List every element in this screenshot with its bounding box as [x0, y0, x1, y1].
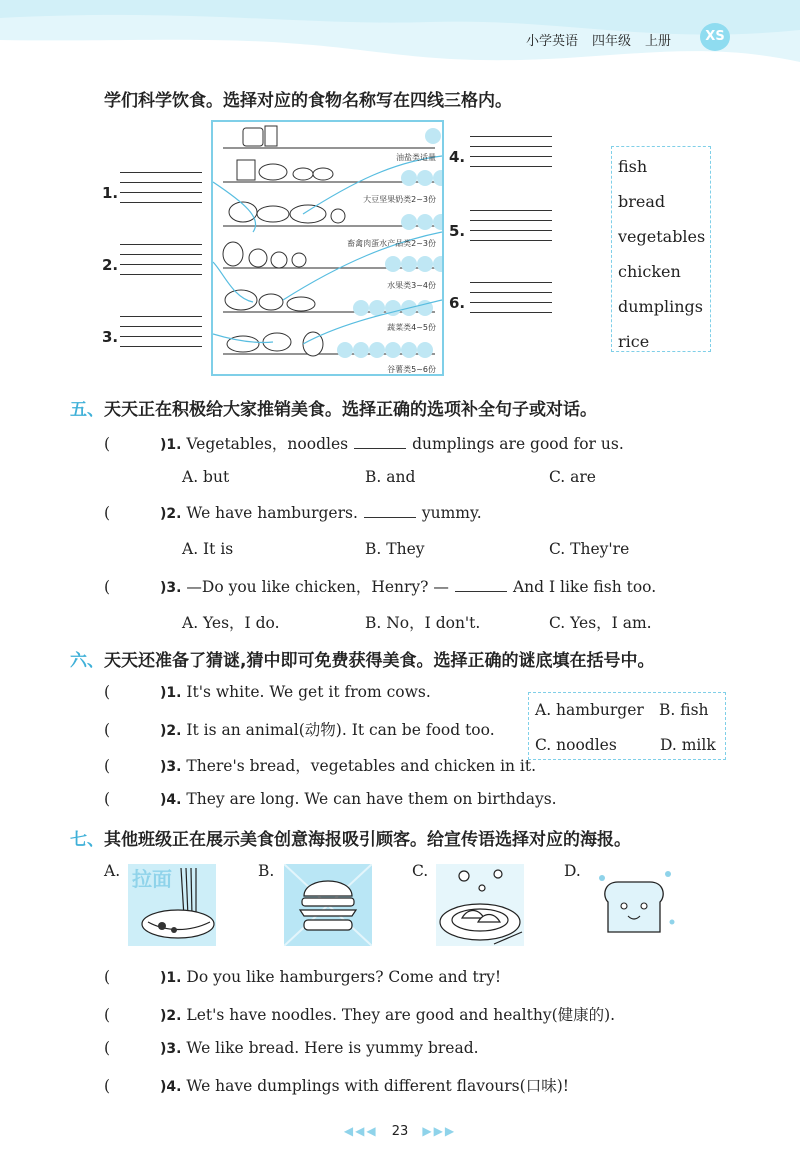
tier-label-meat: 畜禽肉蛋水产品类2~3份 [347, 239, 436, 248]
question-text: We have hamburgers. [186, 504, 358, 522]
question-number: )3. [160, 759, 182, 775]
section7-title-text: 其他班级正在展示美食创意海报吸引顾客。给宣传语选择对应的海报。 [104, 830, 631, 850]
riddle-option-b: B. fish [659, 701, 709, 719]
answer-bracket[interactable]: ( [104, 1006, 111, 1024]
hamburger-poster-image[interactable] [282, 862, 374, 948]
word-bank [611, 146, 711, 352]
question-number: )2. [160, 723, 182, 739]
option-a[interactable]: A. It is [182, 540, 234, 558]
question-text: Let's have noodles. They are good and healthy(健康的). [186, 1006, 616, 1024]
picture-label-b: B. [258, 862, 275, 880]
question-text: —Do you like chicken，Henry? — [186, 578, 449, 596]
fill-blank[interactable] [455, 579, 507, 592]
question-text: There's bread，vegetables and chicken in it. [186, 757, 537, 775]
answer-bracket[interactable]: ( [104, 790, 111, 808]
s7-question-1 [104, 968, 501, 986]
page-footer [0, 1124, 800, 1139]
question-number: )2. [160, 1008, 182, 1024]
tier-label-vegetable: 蔬菜类4~5份 [387, 323, 436, 332]
tier-label-oil: 油盐类适量 [396, 153, 436, 162]
question-number: )4. [160, 792, 182, 808]
answer-number-1: 1. [102, 184, 119, 202]
food-pyramid [211, 120, 444, 376]
s6-question-2 [104, 718, 495, 740]
answer-number-5: 5. [449, 222, 466, 240]
question-text: It's white. We get it from cows. [186, 683, 431, 701]
poster-text: 拉面 [132, 867, 172, 891]
section5-title [70, 395, 597, 420]
s6-question-1 [104, 683, 431, 701]
s5-question-3 [104, 575, 656, 597]
picture-label-d: D. [564, 862, 581, 880]
section6-number: 六、 [70, 651, 104, 671]
answer-bracket[interactable]: ( [104, 683, 111, 701]
tier-label-grain: 谷薯类5~6份 [387, 365, 436, 374]
option-a[interactable]: A. Yes，I do. [182, 614, 280, 632]
question-number: )1. [160, 685, 182, 701]
section6-title-text: 天天还准备了猜谜,猜中即可免费获得美食。选择正确的谜底填在括号中。 [104, 651, 655, 671]
s5-question-2 [104, 504, 482, 522]
header-volume: 上册 [645, 34, 672, 49]
word-bank-item: dumplings [618, 297, 703, 316]
prev-arrows-icon: ◀◀◀ [343, 1124, 378, 1138]
answer-number-2: 2. [102, 256, 119, 274]
section4-instruction: 学们科学饮食。选择对应的食物名称写在四线三格内。 [104, 91, 512, 111]
dumplings-poster-image[interactable] [434, 862, 526, 948]
option-c[interactable]: C. They're [549, 540, 630, 558]
s6-question-3 [104, 754, 536, 776]
picture-label-a: A. [104, 862, 121, 880]
section5-number: 五、 [70, 400, 104, 420]
bread-poster-image[interactable] [588, 862, 680, 948]
answer-number-3: 3. [102, 328, 119, 346]
answer-bracket[interactable]: ( [104, 578, 111, 596]
question-text: And I like fish too. [512, 578, 657, 596]
picture-label-c: C. [412, 862, 429, 880]
s5-question-1 [104, 432, 624, 454]
writing-lines-1[interactable] [120, 172, 202, 212]
question-text: It is an animal(动物). It can be food too. [186, 721, 495, 739]
tier-label-fruit: 水果类3~4份 [387, 281, 436, 290]
question-text: Do you like hamburgers? Come and try! [186, 968, 502, 986]
riddle-options-box [528, 692, 726, 760]
question-text: Vegetables，noodles [186, 435, 349, 453]
word-bank-item: chicken [618, 262, 681, 281]
question-text: They are long. We can have them on birthdays. [186, 790, 557, 808]
writing-lines-2[interactable] [120, 244, 202, 284]
riddle-option-c: C. noodles [535, 736, 617, 754]
xs-badge: XS [700, 23, 730, 51]
section5-title-text: 天天正在积极给大家推销美食。选择正确的选项补全句子或对话。 [104, 400, 597, 420]
word-bank-item: vegetables [618, 227, 706, 246]
next-arrows-icon: ▶▶▶ [422, 1124, 457, 1138]
section7-number: 七、 [70, 830, 104, 850]
s6-question-4 [104, 790, 557, 808]
question-number: )1. [160, 970, 182, 986]
s7-question-4 [104, 1074, 569, 1096]
question-text: dumplings are good for us. [412, 435, 624, 453]
option-b[interactable]: B. and [365, 468, 416, 486]
section7-title [70, 825, 631, 850]
header-book: 小学英语 [526, 34, 579, 49]
answer-bracket[interactable]: ( [104, 968, 111, 986]
header-title [526, 30, 685, 49]
word-bank-item: fish [618, 157, 648, 176]
writing-lines-4[interactable] [470, 136, 552, 176]
question-text: yummy. [421, 504, 482, 522]
writing-lines-6[interactable] [470, 282, 552, 322]
riddle-option-a: A. hamburger [535, 701, 644, 719]
question-number: )1. [160, 437, 182, 453]
tier-label-dairy: 大豆坚果奶类2~3份 [363, 195, 436, 204]
option-b[interactable]: B. They [365, 540, 425, 558]
word-bank-item: bread [618, 192, 666, 211]
question-text: We like bread. Here is yummy bread. [186, 1039, 479, 1057]
answer-bracket[interactable]: ( [104, 1039, 111, 1057]
riddle-option-d: D. milk [660, 736, 716, 754]
fill-blank[interactable] [354, 436, 406, 449]
question-text: We have dumplings with different flavours(口味)! [186, 1077, 569, 1095]
writing-lines-3[interactable] [120, 316, 202, 356]
fill-blank[interactable] [364, 505, 416, 518]
answer-number-6: 6. [449, 294, 466, 312]
answer-number-4: 4. [449, 148, 466, 166]
question-number: )2. [160, 506, 182, 522]
section6-title [70, 646, 654, 671]
page-number: 23 [391, 1124, 409, 1139]
question-number: )3. [160, 1041, 182, 1057]
word-bank-item: rice [618, 332, 650, 351]
answer-bracket[interactable]: ( [104, 1077, 111, 1095]
answer-bracket[interactable]: ( [104, 721, 111, 739]
writing-lines-5[interactable] [470, 210, 552, 250]
noodles-poster-image[interactable] [126, 862, 218, 948]
s7-question-3 [104, 1039, 479, 1057]
option-a[interactable]: A. but [182, 468, 230, 486]
option-b[interactable]: B. No，I don't. [365, 614, 481, 632]
answer-bracket[interactable]: ( [104, 504, 111, 522]
option-c[interactable]: C. are [549, 468, 596, 486]
question-number: )4. [160, 1079, 182, 1095]
s7-question-2 [104, 1003, 615, 1025]
header-grade: 四年级 [592, 34, 632, 49]
answer-bracket[interactable]: ( [104, 757, 111, 775]
question-number: )3. [160, 580, 182, 596]
option-c[interactable]: C. Yes，I am. [549, 614, 652, 632]
answer-bracket[interactable]: ( [104, 435, 111, 453]
